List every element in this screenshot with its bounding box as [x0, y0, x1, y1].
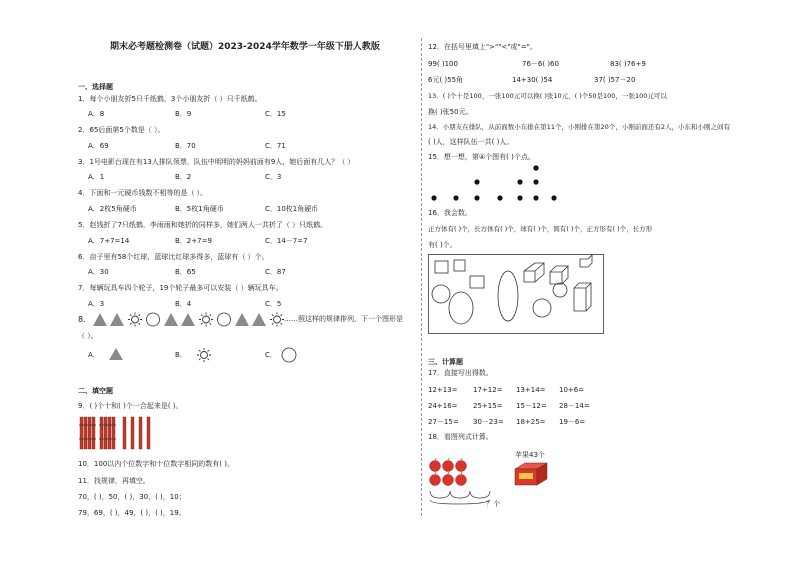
q2-option-c[interactable]: C．71	[265, 142, 286, 150]
apples-image	[428, 458, 490, 490]
calc-2-2: 25+15=	[473, 402, 503, 410]
q8-option-b[interactable]: B．	[175, 351, 187, 359]
question-3: 3．1号电影台现在有13人排队领票，队伍中明明的妈妈前面有9人，她后面有几人？（ ）	[78, 158, 355, 166]
triangle-icon	[108, 347, 124, 361]
question-12: 12．在括号里填上">""<"或"="。	[428, 43, 537, 51]
q7-option-a[interactable]: A．3	[88, 300, 105, 308]
q11-sequence-b: 79，69，( )，49，( )，( )，19。	[78, 509, 186, 517]
q8-text: ……照这样的规律排列，下一个图形是	[284, 315, 403, 323]
q5-option-c[interactable]: C．14－7=7	[265, 237, 308, 245]
q7-option-b[interactable]: B．4	[175, 300, 192, 308]
q8-pattern	[92, 311, 292, 329]
q8-blank: （ ）。	[78, 332, 98, 340]
calc-1-3: 13+14=	[516, 386, 546, 394]
q12-item-4: 6元( )55角	[428, 76, 464, 84]
q2-option-a[interactable]: A．69	[88, 142, 109, 150]
q1-option-b[interactable]: B．9	[175, 110, 192, 118]
sun-icon	[199, 313, 213, 327]
question-11: 11．找规律，再填空。	[78, 477, 150, 485]
column-divider	[421, 38, 422, 516]
calc-1-2: 17+12=	[473, 386, 503, 394]
q7-option-c[interactable]: C．5	[265, 300, 282, 308]
q6-option-a[interactable]: A．30	[88, 268, 109, 276]
question-10: 10．100以内个位数字和十位数字相同的数有( )。	[78, 460, 234, 468]
question-5: 5．赵钱折了7只纸鹤，李雨雨和她折的同样多，她们两人一共折了（ ）只纸鹤。	[78, 221, 328, 229]
question-13-cont: 换( )张50元。	[428, 108, 473, 116]
triangle-icon	[235, 313, 249, 326]
dot-pattern-image	[428, 166, 568, 206]
section-choice: 一、选择题	[78, 83, 113, 91]
question-14: 14．小朋友在排队，从前面数小东排在第11个，小刚排在第20个，小刚前面还有2人，小东和小刚之间有	[428, 123, 730, 131]
calc-3-1: 27－15=	[428, 418, 459, 426]
page-title: 期末必考题检测卷（试题）2023-2024学年数学一年级下册人教版	[110, 42, 380, 52]
calc-3-4: 19－6=	[559, 418, 586, 426]
calc-1-4: 10+6=	[559, 386, 585, 394]
q3-option-c[interactable]: C．3	[265, 173, 282, 181]
q1-option-c[interactable]: C．15	[265, 110, 286, 118]
question-14-cont: ( )人，这样队伍一共( )人。	[428, 138, 514, 146]
q12-item-5: 14+30( )54	[512, 76, 553, 84]
sun-icon	[128, 313, 142, 327]
sun-icon	[270, 313, 284, 327]
q12-item-2: 76－6( )60	[522, 60, 559, 68]
shapes-box-image	[428, 254, 604, 334]
question-4: 4．下面和一元硬币钱数不相等的是（ ）。	[78, 189, 208, 197]
q16-counts: 正方体有( )个，长方体有( )个，球有( )个，圆有( )个，正方形有( )个，长方形	[428, 225, 653, 233]
q12-item-1: 99( )100	[428, 60, 458, 68]
q6-option-b[interactable]: B．65	[175, 268, 196, 276]
q11-sequence-a: 70，( )，50，( )，30，( )，10；	[78, 493, 186, 501]
q2-option-b[interactable]: B．70	[175, 142, 196, 150]
calc-2-1: 24+16=	[428, 402, 458, 410]
calc-1-1: 12+13=	[428, 386, 458, 394]
question-2: 2．65后面第5个数是（ ）。	[78, 126, 165, 134]
q6-option-c[interactable]: C．87	[265, 268, 286, 276]
q4-option-a[interactable]: A．2枚5角硬币	[88, 205, 137, 213]
q16-counts-cont: 有( )个。	[428, 241, 457, 249]
calc-2-3: 15－12=	[516, 402, 547, 410]
q8-option-c[interactable]: C．	[265, 351, 277, 359]
question-17: 17．直接写出得数。	[428, 369, 493, 377]
question-18: 18．看图列式计算。	[428, 433, 493, 441]
triangle-icon	[110, 313, 124, 326]
section-calc: 三、计算题	[428, 358, 463, 366]
question-16: 16．我会数。	[428, 209, 472, 217]
triangle-icon	[164, 313, 178, 326]
q12-item-6: 37( )57－20	[594, 76, 636, 84]
q4-option-c[interactable]: C．10枚1角硬币	[265, 205, 319, 213]
calc-3-3: 18+25=	[516, 418, 546, 426]
question-1: 1．每个小朋友折5只千纸鹤，3个小朋友折（ ）只千纸鹤。	[78, 95, 262, 103]
q8-option-a[interactable]: A．	[88, 351, 100, 359]
q4-option-b[interactable]: B．5枚1角硬币	[175, 205, 224, 213]
circle-icon	[147, 313, 160, 326]
calc-3-2: 30－23=	[473, 418, 504, 426]
q1-option-a[interactable]: A．8	[88, 110, 105, 118]
q3-option-b[interactable]: B．2	[175, 173, 192, 181]
question-8-number: 8．	[78, 315, 92, 324]
q5-option-a[interactable]: A．7+7=14	[88, 237, 130, 245]
triangle-icon	[93, 313, 107, 326]
sun-icon	[196, 347, 212, 363]
triangle-icon	[252, 313, 266, 326]
section-fill: 二、填空题	[78, 387, 113, 395]
apples-label: 苹果43个	[515, 451, 545, 459]
question-7: 7．每辆玩具车四个轮子，19个轮子最多可以安装（ ）辆玩具车。	[78, 284, 283, 292]
q3-option-a[interactable]: A．1	[88, 173, 105, 181]
q5-option-b[interactable]: B．2+7=9	[175, 237, 212, 245]
circle-icon	[218, 313, 231, 326]
question-15: 15．想一想，第④个图有( )个点。	[428, 153, 535, 161]
q12-item-3: 83( )76+9	[610, 60, 646, 68]
bracket-image	[428, 490, 518, 508]
triangle-icon	[181, 313, 195, 326]
circle-icon	[281, 347, 297, 363]
bundled-sticks-image	[78, 415, 158, 451]
apple-box-image	[513, 461, 549, 487]
calc-2-4: 28－14=	[559, 402, 590, 410]
question-9: 9．( )个十和( )个一合起来是( )。	[78, 402, 183, 410]
question-6: 6．亩子里有58个红球，蓝球比红球多得多，蓝球有（ ）个。	[78, 253, 269, 261]
question-13: 13．( )个十是100，一张100元可以换( )张10元，( )个50是100，一张100元可以	[428, 92, 667, 100]
question-mark-label: ？个	[486, 500, 500, 508]
